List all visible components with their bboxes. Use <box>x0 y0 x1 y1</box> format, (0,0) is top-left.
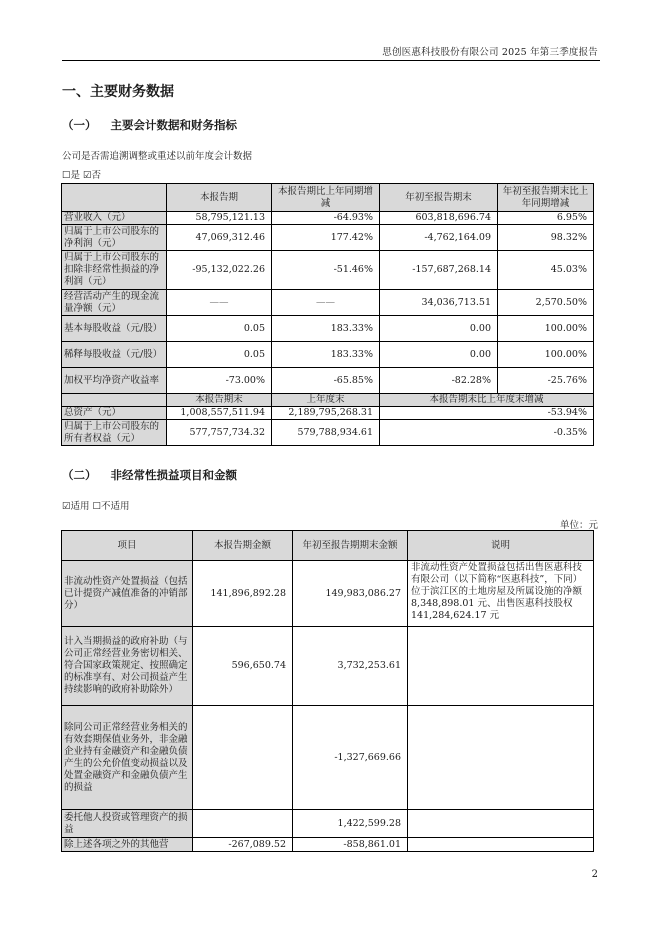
table-row <box>62 838 594 852</box>
cell-value: -53.94% <box>380 407 594 420</box>
row-label: 归属于上市公司股东的所有者权益（元） <box>62 420 167 446</box>
table-row <box>62 251 594 290</box>
header-cell: 本报告期金额 <box>193 531 293 561</box>
cell-description: 非流动性资产处置损益包括出售医惠科技有限公司（以下简称“医惠科技”，下同）位于滨江区的土地房屋及所属设施的净额 8,348,898.01 元、出售医惠科技股权 141,284,624.17 元 <box>408 561 594 627</box>
row-label: 委托他人投资或管理资产的损益 <box>62 810 193 838</box>
cell-value: 141,896,892.28 <box>193 561 293 627</box>
table-row <box>62 290 594 316</box>
cell-value: -157,687,268.14 <box>380 251 498 290</box>
cell-value: 577,757,734.32 <box>167 420 272 446</box>
table-row <box>62 810 594 838</box>
restate-options: ☐是 ☑否 <box>62 170 102 181</box>
row-label: 非流动性资产处置损益（包括已计提资产减值准备的冲销部分） <box>62 561 193 627</box>
subsection-text-2: 非经常性损益项目和金额 <box>110 468 237 482</box>
subsection-title-2 <box>62 467 237 483</box>
table-row <box>62 561 594 627</box>
cell-value: -25.76% <box>498 368 594 394</box>
cell-value: —— <box>272 290 380 316</box>
table-header-row-2 <box>62 394 594 407</box>
cell-value: 47,069,312.46 <box>167 225 272 251</box>
cell-value: 1,422,599.28 <box>293 810 408 838</box>
row-label: 加权平均净资产收益率 <box>62 368 167 394</box>
cell-value: 3,732,253.61 <box>293 627 408 706</box>
header-cell: 本报告期末比上年度末增减 <box>380 394 594 407</box>
cell-value: 0.05 <box>167 316 272 342</box>
subsection-number-2: （二） <box>62 468 97 482</box>
cell-value: 2,570.50% <box>498 290 594 316</box>
cell-value: -1,327,669.66 <box>293 706 408 810</box>
cell-value: 177.42% <box>272 225 380 251</box>
cell-value: 0.00 <box>380 316 498 342</box>
table-header-row <box>62 184 594 212</box>
header-cell: 本报告期比上年同期增减 <box>272 184 380 212</box>
page-header: 思创医惠科技股份有限公司 2025 年第三季度报告 <box>382 47 598 58</box>
cell-value: 149,983,086.27 <box>293 561 408 627</box>
header-cell: 年初至报告期期末金额 <box>293 531 408 561</box>
header-cell: 本报告期末 <box>167 394 272 407</box>
cell-value: —— <box>167 290 272 316</box>
table-row <box>62 368 594 394</box>
cell-value: 0.05 <box>167 342 272 368</box>
header-cell: 年初至报告期末比上年同期增减 <box>498 184 594 212</box>
header-cell: 上年度末 <box>272 394 380 407</box>
header-cell: 说明 <box>408 531 594 561</box>
section-title: 一、主要财务数据 <box>62 84 174 100</box>
unit-label: 单位：元 <box>559 520 598 531</box>
financial-data-table <box>61 183 594 446</box>
cell-value: 6.95% <box>498 212 594 225</box>
cell-value: -82.28% <box>380 368 498 394</box>
cell-value: -858,861.01 <box>293 838 408 852</box>
subsection-title-1 <box>62 117 237 133</box>
cell-value: 183.33% <box>272 316 380 342</box>
cell-value: -51.46% <box>272 251 380 290</box>
row-label: 基本每股收益（元/股） <box>62 316 167 342</box>
cell-value: -267,089.52 <box>193 838 293 852</box>
cell-value: 183.33% <box>272 342 380 368</box>
cell-value: -95,132,022.26 <box>167 251 272 290</box>
table-row <box>62 316 594 342</box>
header-rule <box>62 60 600 61</box>
row-label: 经营活动产生的现金流量净额（元） <box>62 290 167 316</box>
row-label: 计入当期损益的政府补助（与公司正常经营业务密切相关、符合国家政策规定、按照确定的标准享有、对公司损益产生持续影响的政府补助除外） <box>62 627 193 706</box>
cell-description <box>408 810 594 838</box>
cell-value: 0.00 <box>380 342 498 368</box>
table-row <box>62 420 594 446</box>
cell-description <box>408 706 594 810</box>
table-header-row <box>62 531 594 561</box>
table-row <box>62 212 594 225</box>
cell-value: 58,795,121.13 <box>167 212 272 225</box>
non-recurring-gains-table <box>61 530 594 852</box>
table-row <box>62 627 594 706</box>
cell-value: 596,650.74 <box>193 627 293 706</box>
subsection-text-1: 主要会计数据和财务指标 <box>110 118 237 132</box>
header-cell: 本报告期 <box>167 184 272 212</box>
row-label: 营业收入（元） <box>62 212 167 225</box>
cell-value: 1,008,557,511.94 <box>167 407 272 420</box>
cell-value: 45.03% <box>498 251 594 290</box>
cell-value: -65.85% <box>272 368 380 394</box>
cell-value: -64.93% <box>272 212 380 225</box>
applicability-options: ☑适用 ☐不适用 <box>62 501 130 512</box>
cell-value <box>193 706 293 810</box>
page-number: 2 <box>591 869 598 880</box>
restate-question: 公司是否需追溯调整或重述以前年度会计数据 <box>62 151 253 162</box>
cell-value: 2,189,795,268.31 <box>272 407 380 420</box>
table-row <box>62 225 594 251</box>
cell-value: 100.00% <box>498 316 594 342</box>
cell-value <box>193 810 293 838</box>
row-label: 除上述各项之外的其他营 <box>62 838 193 852</box>
row-label: 归属于上市公司股东的净利润（元） <box>62 225 167 251</box>
subsection-number-1: （一） <box>62 118 97 132</box>
header-cell: 项目 <box>62 531 193 561</box>
cell-value: 34,036,713.51 <box>380 290 498 316</box>
cell-value: 100.00% <box>498 342 594 368</box>
row-label: 稀释每股收益（元/股） <box>62 342 167 368</box>
header-cell: 年初至报告期末 <box>380 184 498 212</box>
header-cell <box>62 394 167 407</box>
cell-description <box>408 838 594 852</box>
row-label: 总资产（元） <box>62 407 167 420</box>
cell-value: 603,818,696.74 <box>380 212 498 225</box>
cell-value: 98.32% <box>498 225 594 251</box>
table-row <box>62 407 594 420</box>
header-cell <box>62 184 167 212</box>
cell-value: -73.00% <box>167 368 272 394</box>
cell-value: -4,762,164.09 <box>380 225 498 251</box>
table-row <box>62 342 594 368</box>
row-label: 归属于上市公司股东的扣除非经常性损益的净利润（元） <box>62 251 167 290</box>
cell-description <box>408 627 594 706</box>
cell-value: -0.35% <box>380 420 594 446</box>
table-row <box>62 706 594 810</box>
row-label: 除同公司正常经营业务相关的有效套期保值业务外，非金融企业持有金融资产和金融负债产生的公允价值变动损益以及处置金融资产和金融负债产生的损益 <box>62 706 193 810</box>
cell-value: 579,788,934.61 <box>272 420 380 446</box>
